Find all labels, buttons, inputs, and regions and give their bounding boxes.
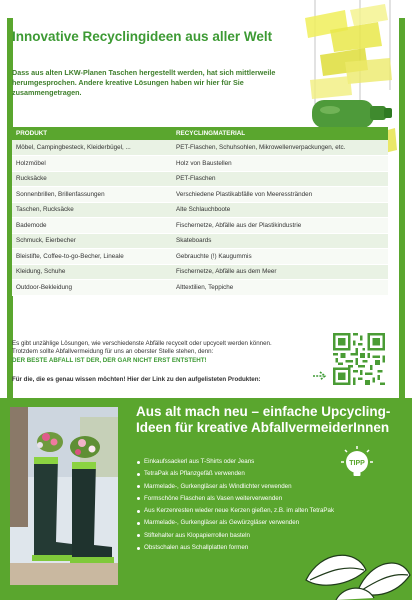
list-item: Aus Kerzenresten wieder neue Kerzen gießen, z.B. im alten TetraPak [136, 505, 412, 517]
table-row [12, 156, 388, 172]
note-highlight: DER BESTE ABFALL IST DER, DER GAR NICHT ERST ENTSTEHT! [12, 356, 207, 364]
table-row [12, 249, 388, 265]
list-item: Marmelade-, Gurkengläser als Windlichter verwenden [136, 481, 412, 493]
qr-code-icon[interactable] [333, 333, 385, 385]
list-item: Formschöne Flaschen als Vasen weiterverwenden [136, 493, 412, 505]
table-row [12, 218, 388, 234]
cell-material: Fischernetze, Abfälle aus der Plastikindustrie [172, 218, 388, 234]
table-header-row [12, 127, 388, 140]
column-header-product: PRODUKT [12, 127, 172, 140]
cell-material: Alte Schlauchboote [172, 202, 388, 218]
intro-text: Dass aus alten LKW-Planen Taschen hergestellt werden, hat sich mittlerweile herumgesprochen. Andere kreative Lösungen haben wir hier für Sie zusammengetragen. [12, 68, 276, 97]
cell-material: Alttextilien, Teppiche [172, 280, 388, 296]
recycling-table [12, 127, 388, 296]
cell-material: PET-Flaschen, Schuhsohlen, Mikrowellenverpackungen, etc. [172, 140, 388, 156]
cell-product: Rucksäcke [12, 171, 172, 187]
tipp-label: TIPP [349, 460, 365, 467]
table-row [12, 187, 388, 203]
list-item: Einkaufssackerl aus T-Shirts oder Jeans [136, 456, 412, 468]
list-item: Stiftehalter aus Klopapierrollen basteln [136, 530, 412, 542]
table-row [12, 171, 388, 187]
section-title: Aus alt mach neu – einfache Upcycling-Ideen für kreative AbfallvermeiderInnen [136, 404, 391, 435]
link-text: Für die, die es genau wissen möchten! Hier der Link zu den aufgelisteten Produkten: [12, 376, 261, 383]
cell-product: Schmuck, Eierbecher [12, 233, 172, 249]
list-item: Obstschalen aus Schallplatten formen [136, 542, 412, 554]
cell-product: Bleistifte, Coffee-to-go-Becher, Lineale [12, 249, 172, 265]
cell-product: Holzmöbel [12, 156, 172, 172]
table-row [12, 202, 388, 218]
list-item: Marmelade-, Gurkengläser als Gewürzgläser verwenden [136, 517, 412, 529]
note-line-1: Es gibt unzählige Lösungen, wie verschiedenste Abfälle recycelt oder upcycelt werden können. [12, 340, 272, 347]
column-header-material: RECYCLINGMATERIAL [172, 127, 388, 140]
table-row [12, 233, 388, 249]
note-line-2: Trotzdem sollte Abfallvermeidung für uns an oberster Stelle stehen, denn: [12, 348, 214, 356]
list-item: TetraPak als Pflanzgefäß verwenden [136, 468, 412, 480]
table-row [12, 264, 388, 280]
boots-planter-photo [10, 407, 118, 585]
arrow-icon [312, 370, 328, 382]
cell-material: Gebrauchte (!) Kaugummis [172, 249, 388, 265]
cell-material: Fischernetze, Abfälle aus dem Meer [172, 264, 388, 280]
cell-material: Holz von Baustellen [172, 156, 388, 172]
cell-product: Taschen, Rucksäcke [12, 202, 172, 218]
closing-note [12, 340, 307, 365]
table-row [12, 140, 388, 156]
cell-product: Outdoor-Bekleidung [12, 280, 172, 296]
cell-material: PET-Flaschen [172, 171, 388, 187]
page-title: Innovative Recyclingideen aus aller Welt [12, 29, 273, 44]
cell-product: Möbel, Campingbesteck, Kleiderbügel, ... [12, 140, 172, 156]
cell-material: Skateboards [172, 233, 388, 249]
cell-product: Kleidung, Schuhe [12, 264, 172, 280]
cell-material: Verschiedene Plastikabfälle von Meeresstränden [172, 187, 388, 203]
cell-product: Bademode [12, 218, 172, 234]
cell-product: Sonnenbrillen, Brillenfassungen [12, 187, 172, 203]
leaves-decoration [296, 540, 412, 600]
table-row [12, 280, 388, 296]
